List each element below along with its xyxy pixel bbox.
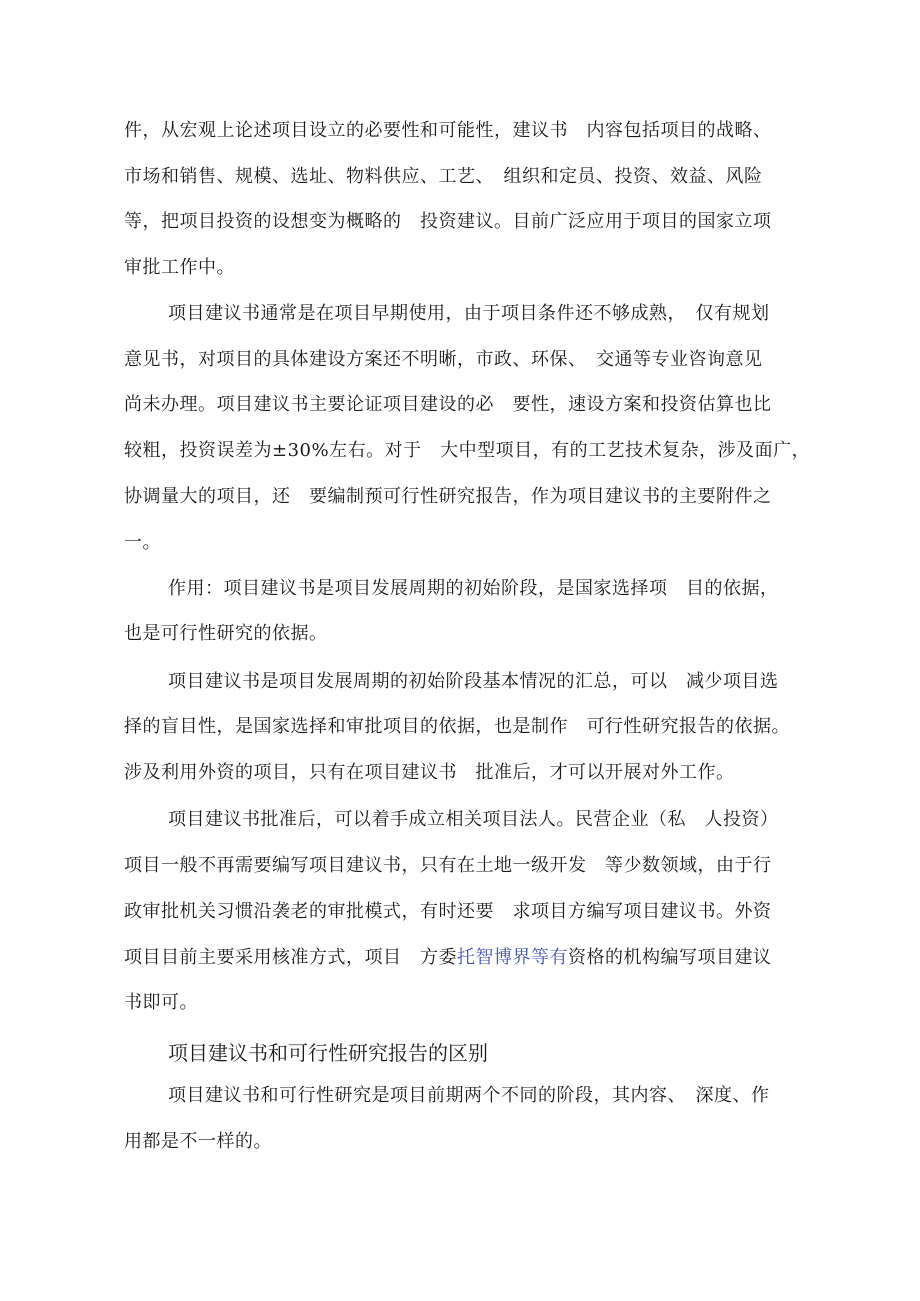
paragraph-4-line-3: 涉及利用外资的项目，只有在项目建议书 批准后，才可以开展对外工作。 [124,762,735,783]
paragraph-5-line-5: 书即可。 [124,992,198,1013]
paragraph-3-line-2: 也是可行性研究的依据。 [124,623,328,644]
paragraph-4-line-2: 择的盲目性，是国家选择和审批项目的依据，也是制作 可行性研究报告的依据。 [124,716,790,737]
paragraph-6-line-2: 用都是不一样的。 [124,1131,272,1152]
section-heading: 项目建议书和可行性研究报告的区别 [168,1041,488,1065]
paragraph-5-line-3: 政审批机关习惯沿袭老的审批模式，有时还要 求项目方编写项目建议书。外资 [124,901,772,922]
inline-link[interactable]: 托智博界等有 [457,947,568,968]
paragraph-1-line-1: 件，从宏观上论述项目设立的必要性和可能性，建议书 内容包括项目的战略、 [124,120,772,141]
paragraph-1-line-3: 等，把项目投资的设想变为概略的 投资建议。目前广泛应用于项目的国家立项 [124,211,772,232]
paragraph-2-line-4: 较粗，投资误差为±30%左右。对于 大中型项目，有的工艺技术复杂，涉及面广， [124,440,811,461]
paragraph-5-line-4-text-before: 项目目前主要采用核准方式，项目 方委 [124,947,457,968]
paragraph-1-line-2: 市场和销售、规模、选址、物料供应、工艺、 组织和定员、投资、效益、风险 [124,166,763,187]
paragraph-3-line-1: 作用：项目建议书是项目发展周期的初始阶段，是国家选择项 目的依据， [168,578,779,599]
paragraph-6-line-1: 项目建议书和可行性研究是项目前期两个不同的阶段，其内容、 深度、作 [168,1085,770,1106]
paragraph-5-line-1: 项目建议书批准后，可以着手成立相关项目法人。民营企业（私 人投资） [168,809,779,830]
paragraph-2-line-1: 项目建议书通常是在项目早期使用，由于项目条件还不够成熟， 仅有规划 [168,303,770,324]
paragraph-2-line-3: 尚未办理。项目建议书主要论证项目建设的必 要性，速设方案和投资估算也比 [124,394,772,415]
paragraph-2-line-5: 协调量大的项目，还 要编制预可行性研究报告，作为项目建议书的主要附件之 [124,486,772,507]
paragraph-2-line-6: 一。 [124,532,161,553]
paragraph-5-line-4 [124,935,824,981]
paragraph-2-line-2: 意见书，对项目的具体建设方案还不明晰，市政、环保、 交通等专业咨询意见 [124,349,763,370]
paragraph-5-line-2: 项目一般不再需要编写项目建议书，只有在土地一级开发 等少数领域，由于行 [124,855,772,876]
paragraph-4-line-1: 项目建议书是项目发展周期的初始阶段基本情况的汇总，可以 减少项目选 [168,671,779,692]
paragraph-1-line-4: 审批工作中。 [124,257,235,278]
paragraph-5-line-4-text-after: 资格的机构编写项目建议 [568,947,772,968]
